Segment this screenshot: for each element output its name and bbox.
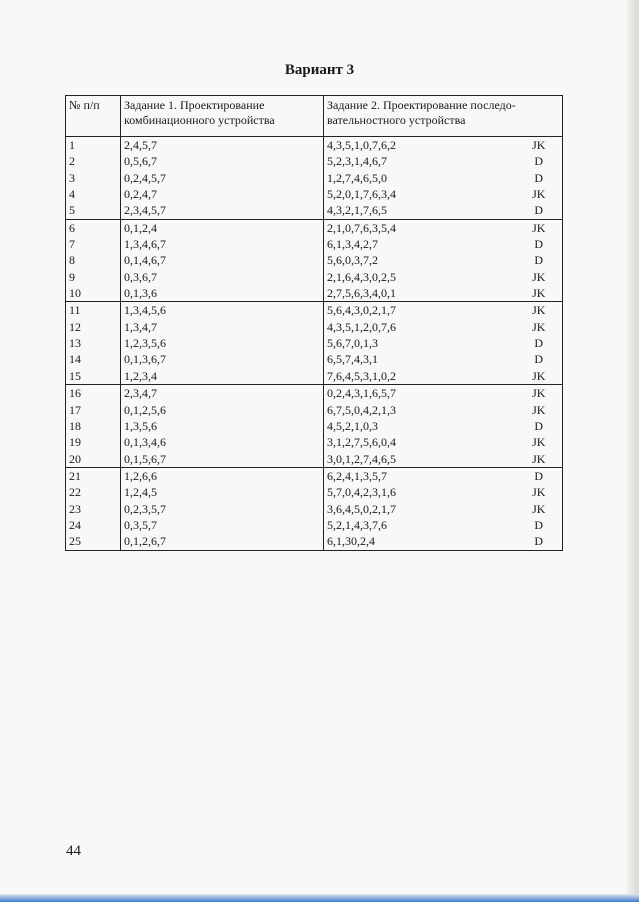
cell-trigger-type: D xyxy=(516,467,563,484)
cell-trigger-type: D xyxy=(516,418,563,434)
cell-task1: 2,3,4,5,7 xyxy=(121,202,324,219)
table-row xyxy=(66,186,563,202)
cell-task2: 5,6,4,3,0,2,1,7 xyxy=(324,302,516,319)
cell-trigger-type: JK xyxy=(516,302,563,319)
cell-trigger-type: D xyxy=(516,351,563,367)
table-body xyxy=(66,137,563,551)
cell-task1: 0,3,5,7 xyxy=(121,517,324,533)
cell-trigger-type: D xyxy=(516,170,563,186)
cell-task1: 0,1,2,6,7 xyxy=(121,533,324,550)
cell-task2: 2,1,0,7,6,3,5,4 xyxy=(324,219,516,236)
cell-task1: 0,1,2,5,6 xyxy=(121,402,324,418)
table-row xyxy=(66,219,563,236)
cell-task2: 6,7,5,0,4,2,1,3 xyxy=(324,402,516,418)
header-task1: Задание 1. Проектирование комбинационного устройства xyxy=(121,96,324,137)
cell-task2: 4,5,2,1,0,3 xyxy=(324,418,516,434)
cell-trigger-type: JK xyxy=(516,451,563,468)
cell-num: 15 xyxy=(66,368,121,385)
cell-task1: 0,2,4,5,7 xyxy=(121,170,324,186)
table-row xyxy=(66,402,563,418)
cell-task1: 1,2,4,5 xyxy=(121,484,324,500)
cell-task1: 0,1,4,6,7 xyxy=(121,252,324,268)
cell-num: 7 xyxy=(66,236,121,252)
cell-task2: 5,7,0,4,2,3,1,6 xyxy=(324,484,516,500)
cell-num: 16 xyxy=(66,385,121,402)
cell-num: 11 xyxy=(66,302,121,319)
cell-task2: 6,2,4,1,3,5,7 xyxy=(324,467,516,484)
cell-trigger-type: JK xyxy=(516,319,563,335)
cell-num: 3 xyxy=(66,170,121,186)
cell-task1: 1,3,4,5,6 xyxy=(121,302,324,319)
cell-task1: 0,3,6,7 xyxy=(121,269,324,285)
table-row xyxy=(66,137,563,154)
cell-num: 19 xyxy=(66,434,121,450)
cell-trigger-type: JK xyxy=(516,186,563,202)
cell-task2: 4,3,2,1,7,6,5 xyxy=(324,202,516,219)
cell-num: 2 xyxy=(66,153,121,169)
cell-task1: 1,2,6,6 xyxy=(121,467,324,484)
cell-trigger-type: D xyxy=(516,153,563,169)
cell-trigger-type: JK xyxy=(516,285,563,302)
cell-task2: 5,6,7,0,1,3 xyxy=(324,335,516,351)
cell-trigger-type: JK xyxy=(516,501,563,517)
cell-num: 9 xyxy=(66,269,121,285)
cell-trigger-type: D xyxy=(516,335,563,351)
cell-trigger-type: JK xyxy=(516,434,563,450)
page-title: Вариант 3 xyxy=(284,62,355,78)
cell-trigger-type: JK xyxy=(516,269,563,285)
table-header-row xyxy=(66,96,563,137)
cell-task1: 1,2,3,5,6 xyxy=(121,335,324,351)
cell-num: 22 xyxy=(66,484,121,500)
cell-task1: 1,2,3,4 xyxy=(121,368,324,385)
cell-task2: 5,2,3,1,4,6,7 xyxy=(324,153,516,169)
cell-task2: 6,1,30,2,4 xyxy=(324,533,516,550)
cell-num: 10 xyxy=(66,285,121,302)
table-row xyxy=(66,385,563,402)
cell-trigger-type: JK xyxy=(516,219,563,236)
table-row xyxy=(66,501,563,517)
cell-trigger-type: JK xyxy=(516,368,563,385)
cell-task1: 2,3,4,7 xyxy=(121,385,324,402)
table-row xyxy=(66,451,563,468)
cell-trigger-type: D xyxy=(516,533,563,550)
cell-num: 23 xyxy=(66,501,121,517)
cell-task2: 2,1,6,4,3,0,2,5 xyxy=(324,269,516,285)
cell-task1: 1,3,4,6,7 xyxy=(121,236,324,252)
cell-trigger-type: D xyxy=(516,517,563,533)
cell-task1: 2,4,5,7 xyxy=(121,137,324,154)
table-row xyxy=(66,170,563,186)
cell-task1: 0,1,5,6,7 xyxy=(121,451,324,468)
cell-trigger-type: D xyxy=(516,202,563,219)
page-number: 44 xyxy=(66,843,81,859)
cell-task1: 0,2,3,5,7 xyxy=(121,501,324,517)
table-row xyxy=(66,484,563,500)
cell-num: 4 xyxy=(66,186,121,202)
table-row xyxy=(66,434,563,450)
cell-task2: 6,5,7,4,3,1 xyxy=(324,351,516,367)
table-row xyxy=(66,252,563,268)
cell-task2: 2,7,5,6,3,4,0,1 xyxy=(324,285,516,302)
table-row xyxy=(66,517,563,533)
cell-num: 25 xyxy=(66,533,121,550)
cell-num: 14 xyxy=(66,351,121,367)
scan-bottom-edge xyxy=(0,894,639,902)
cell-task2: 0,2,4,3,1,6,5,7 xyxy=(324,385,516,402)
cell-trigger-type: D xyxy=(516,252,563,268)
cell-task1: 0,1,3,4,6 xyxy=(121,434,324,450)
table-row xyxy=(66,533,563,550)
cell-trigger-type: JK xyxy=(516,402,563,418)
table-row xyxy=(66,302,563,319)
table-row xyxy=(66,269,563,285)
table-row xyxy=(66,236,563,252)
cell-num: 18 xyxy=(66,418,121,434)
cell-task1: 0,1,3,6,7 xyxy=(121,351,324,367)
cell-task2: 3,0,1,2,7,4,6,5 xyxy=(324,451,516,468)
variants-table xyxy=(65,95,563,551)
table-row xyxy=(66,319,563,335)
cell-trigger-type: JK xyxy=(516,484,563,500)
table-row xyxy=(66,153,563,169)
cell-num: 5 xyxy=(66,202,121,219)
table-row xyxy=(66,467,563,484)
cell-num: 6 xyxy=(66,219,121,236)
cell-task1: 0,1,2,4 xyxy=(121,219,324,236)
table-row xyxy=(66,351,563,367)
cell-num: 13 xyxy=(66,335,121,351)
cell-task2: 3,1,2,7,5,6,0,4 xyxy=(324,434,516,450)
cell-task2: 5,2,1,4,3,7,6 xyxy=(324,517,516,533)
cell-num: 8 xyxy=(66,252,121,268)
cell-num: 1 xyxy=(66,137,121,154)
cell-task1: 1,3,5,6 xyxy=(121,418,324,434)
cell-num: 24 xyxy=(66,517,121,533)
cell-trigger-type: JK xyxy=(516,385,563,402)
cell-task2: 1,2,7,4,6,5,0 xyxy=(324,170,516,186)
cell-num: 20 xyxy=(66,451,121,468)
cell-task1: 0,1,3,6 xyxy=(121,285,324,302)
cell-task2: 5,6,0,3,7,2 xyxy=(324,252,516,268)
cell-num: 12 xyxy=(66,319,121,335)
cell-task2: 7,6,4,5,3,1,0,2 xyxy=(324,368,516,385)
table-row xyxy=(66,285,563,302)
page-edge-shadow xyxy=(627,0,639,902)
cell-task2: 5,2,0,1,7,6,3,4 xyxy=(324,186,516,202)
cell-task1: 0,2,4,7 xyxy=(121,186,324,202)
cell-task2: 4,3,5,1,0,7,6,2 xyxy=(324,137,516,154)
cell-task2: 3,6,4,5,0,2,1,7 xyxy=(324,501,516,517)
table-row xyxy=(66,418,563,434)
table-row xyxy=(66,368,563,385)
cell-task1: 1,3,4,7 xyxy=(121,319,324,335)
cell-num: 21 xyxy=(66,467,121,484)
table-row xyxy=(66,335,563,351)
header-task2: Задание 2. Проектирование последо-вательностного устройства xyxy=(324,96,563,137)
cell-trigger-type: D xyxy=(516,236,563,252)
cell-task2: 6,1,3,4,2,7 xyxy=(324,236,516,252)
header-num: № п/п xyxy=(66,96,121,137)
cell-task2: 4,3,5,1,2,0,7,6 xyxy=(324,319,516,335)
table-row xyxy=(66,202,563,219)
cell-task1: 0,5,6,7 xyxy=(121,153,324,169)
cell-num: 17 xyxy=(66,402,121,418)
cell-trigger-type: JK xyxy=(516,137,563,154)
